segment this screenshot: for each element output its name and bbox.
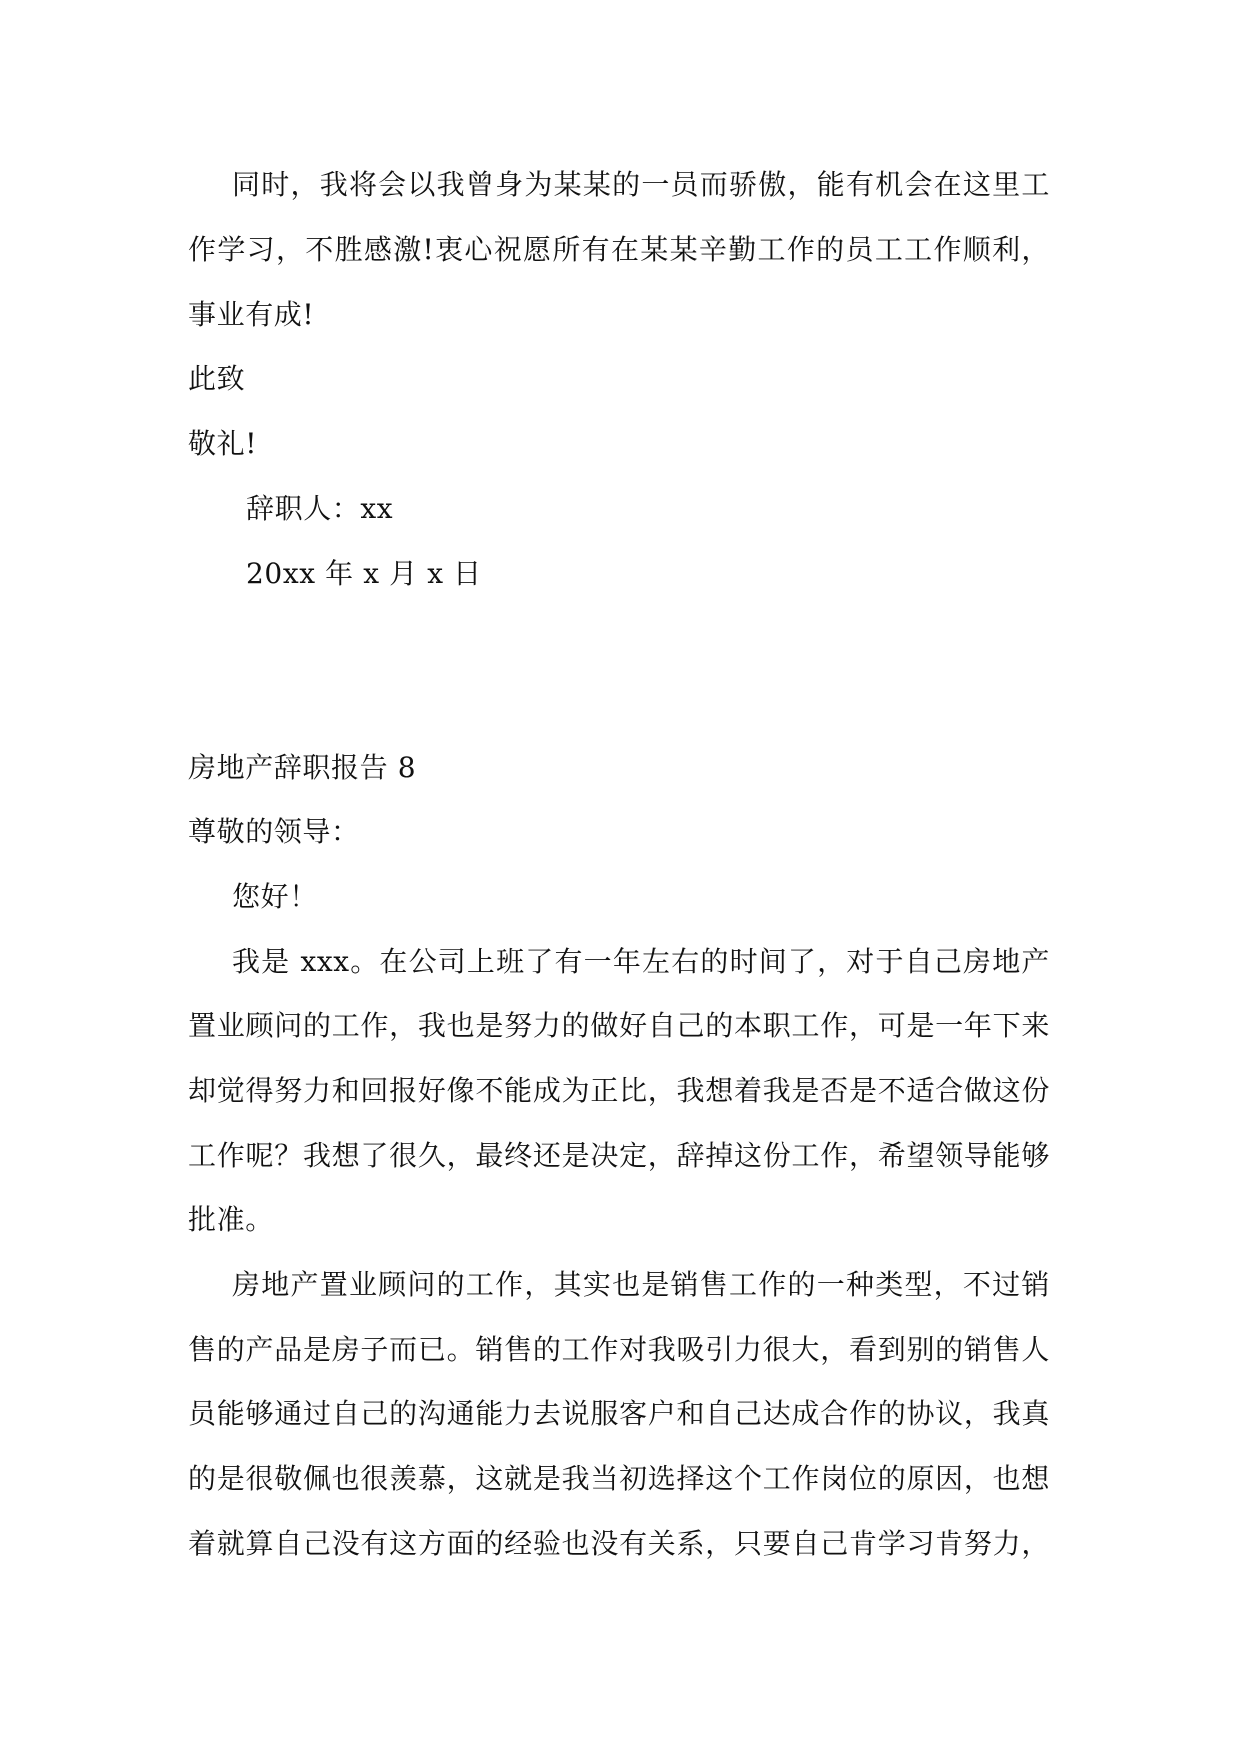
salutation-jingli: 敬礼! (188, 427, 258, 460)
paragraph-1-line-1: 我是 xxx。在公司上班了有一年左右的时间了，对于自己房地产 (232, 945, 1050, 978)
paragraph-1-line-2: 置业顾问的工作，我也是努力的做好自己的本职工作，可是一年下来 (188, 1009, 1050, 1042)
paragraph-1-line-4: 工作呢？我想了很久，最终还是决定，辞掉这份工作，希望领导能够 (188, 1139, 1050, 1172)
signature-date: 20xx 年 x 月 x 日 (246, 557, 482, 590)
paragraph-2-line-5: 着就算自己没有这方面的经验也没有关系，只要自己肯学习肯努力， (188, 1527, 1050, 1560)
paragraph-2-line-4: 的是很敬佩也很羡慕，这就是我当初选择这个工作岗位的原因，也想 (188, 1462, 1050, 1495)
report-hello: 您好！ (232, 880, 318, 913)
closing-paragraph-line-1: 同时，我将会以我曾身为某某的一员而骄傲，能有机会在这里工 (232, 168, 1050, 201)
salutation-cizhi: 此致 (188, 362, 246, 395)
paragraph-2-line-1: 房地产置业顾问的工作，其实也是销售工作的一种类型，不过销 (232, 1268, 1050, 1301)
paragraph-2-line-2: 售的产品是房子而已。销售的工作对我吸引力很大，看到别的销售人 (188, 1333, 1050, 1366)
report-title: 房地产辞职报告 8 (188, 751, 417, 784)
paragraph-1-line-5: 批准。 (188, 1203, 274, 1236)
signer: 辞职人：xx (246, 492, 394, 525)
closing-paragraph-line-3: 事业有成! (188, 298, 315, 331)
closing-paragraph-line-2: 作学习，不胜感激!衷心祝愿所有在某某辛勤工作的员工工作顺利， (188, 233, 1050, 266)
paragraph-1-line-3: 却觉得努力和回报好像不能成为正比，我想着我是否是不适合做这份 (188, 1074, 1050, 1107)
report-greeting: 尊敬的领导： (188, 815, 360, 848)
paragraph-2-line-3: 员能够通过自己的沟通能力去说服客户和自己达成合作的协议，我真 (188, 1397, 1050, 1430)
